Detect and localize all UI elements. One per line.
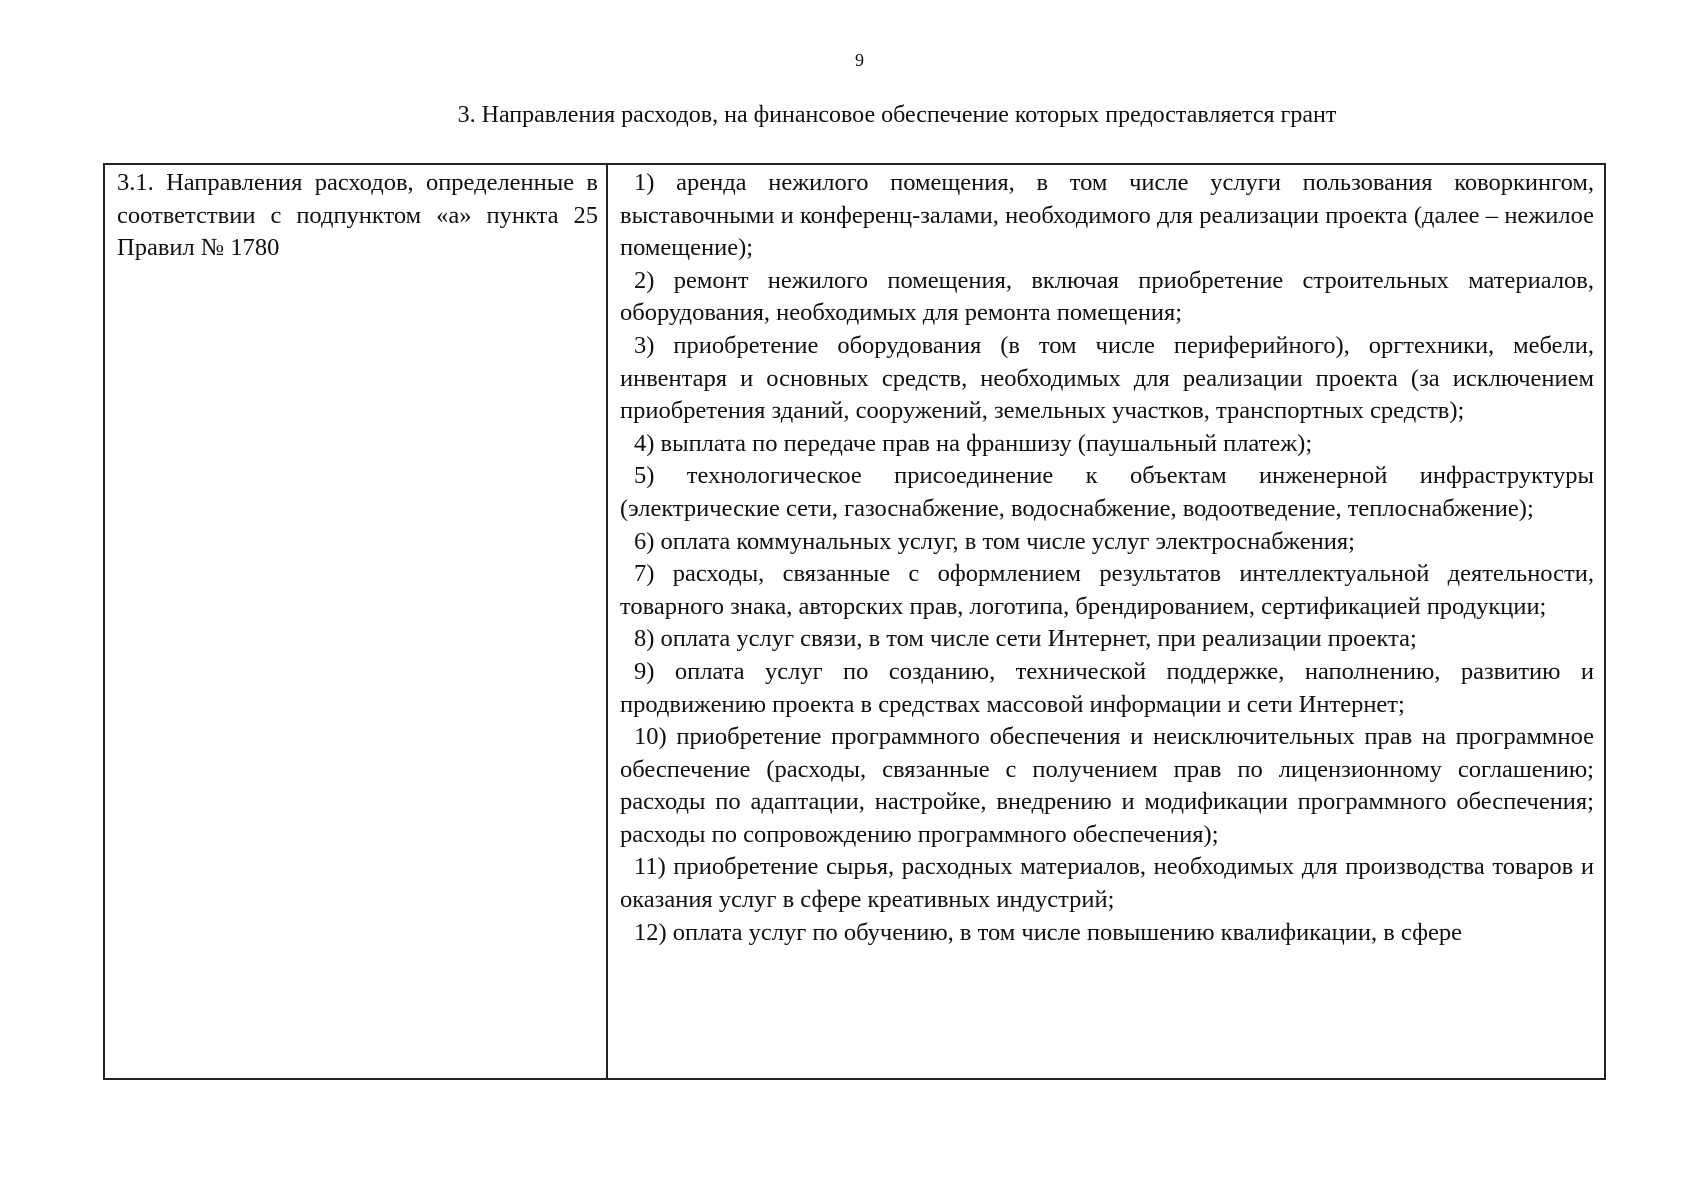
category-text: 3.1. Направления расходов, определенные в соответствии с подпунктом «а» пункта 25 Правил № 1780 [117, 169, 598, 262]
list-item: 2) ремонт нежилого помещения, включая приобретение строительных материалов, оборудования, необходимых для ремонта помещения; [620, 266, 1594, 327]
list-item: 4) выплата по передаче прав на франшизу (паушальный платеж); [634, 429, 1313, 457]
list-item: 1) аренда нежилого помещения, в том числе услуги пользования коворкингом, выставочными и конференц-залами, необходимого для реализации проекта (далее – нежилое помещение); [620, 169, 1594, 262]
list-item: 10) приобретение программного обеспечения и неисключительных прав на программное обеспечение (расходы, связанные с получением прав по лицензионному соглашению; расходы по адаптации, настройке, внедрению и модификации программного обеспечения; расходы по сопровождению программного обеспечения); [620, 723, 1594, 848]
page-number: 9 [855, 50, 865, 70]
list-item: 6) оплата коммунальных услуг, в том числе услуг электроснабжения; [634, 527, 1355, 555]
list-item: 11) приобретение сырья, расходных материалов, необходимых для производства товаров и оказания услуг в сфере креативных индустрий; [620, 853, 1594, 914]
list-item: 9) оплата услуг по созданию, технической поддержке, наполнению, развитию и продвижению проекта в средствах массовой информации и сети Интернет; [620, 657, 1594, 718]
table-cell-items [607, 164, 1605, 1079]
table-cell-category [104, 164, 607, 1079]
list-item: 5) технологическое присоединение к объектам инженерной инфраструктуры (электрические сети, газоснабжение, водоснабжение, водоотведение, теплоснабжение); [620, 462, 1594, 522]
list-item: 12) оплата услуг по обучению, в том числе повышению квалификации, в сфере [634, 918, 1462, 946]
list-item: 8) оплата услуг связи, в том числе сети Интернет, при реализации проекта; [634, 625, 1417, 653]
list-item: 7) расходы, связанные с оформлением результатов интеллектуальной деятельности, товарного знака, авторских прав, логотипа, брендированием, сертификацией продукции; [620, 560, 1594, 620]
section-title: 3. Направления расходов, на финансовое обеспечение которых предоставляется грант [457, 102, 1337, 128]
list-item: 3) приобретение оборудования (в том числе периферийного), оргтехники, мебели, инвентаря и основных средств, необходимых для реализации проекта (за исключением приобретения зданий, сооружений, земельных участков, транспортных средств); [620, 331, 1594, 425]
table-row [104, 164, 1605, 1079]
expense-directions-table [103, 163, 1606, 1080]
